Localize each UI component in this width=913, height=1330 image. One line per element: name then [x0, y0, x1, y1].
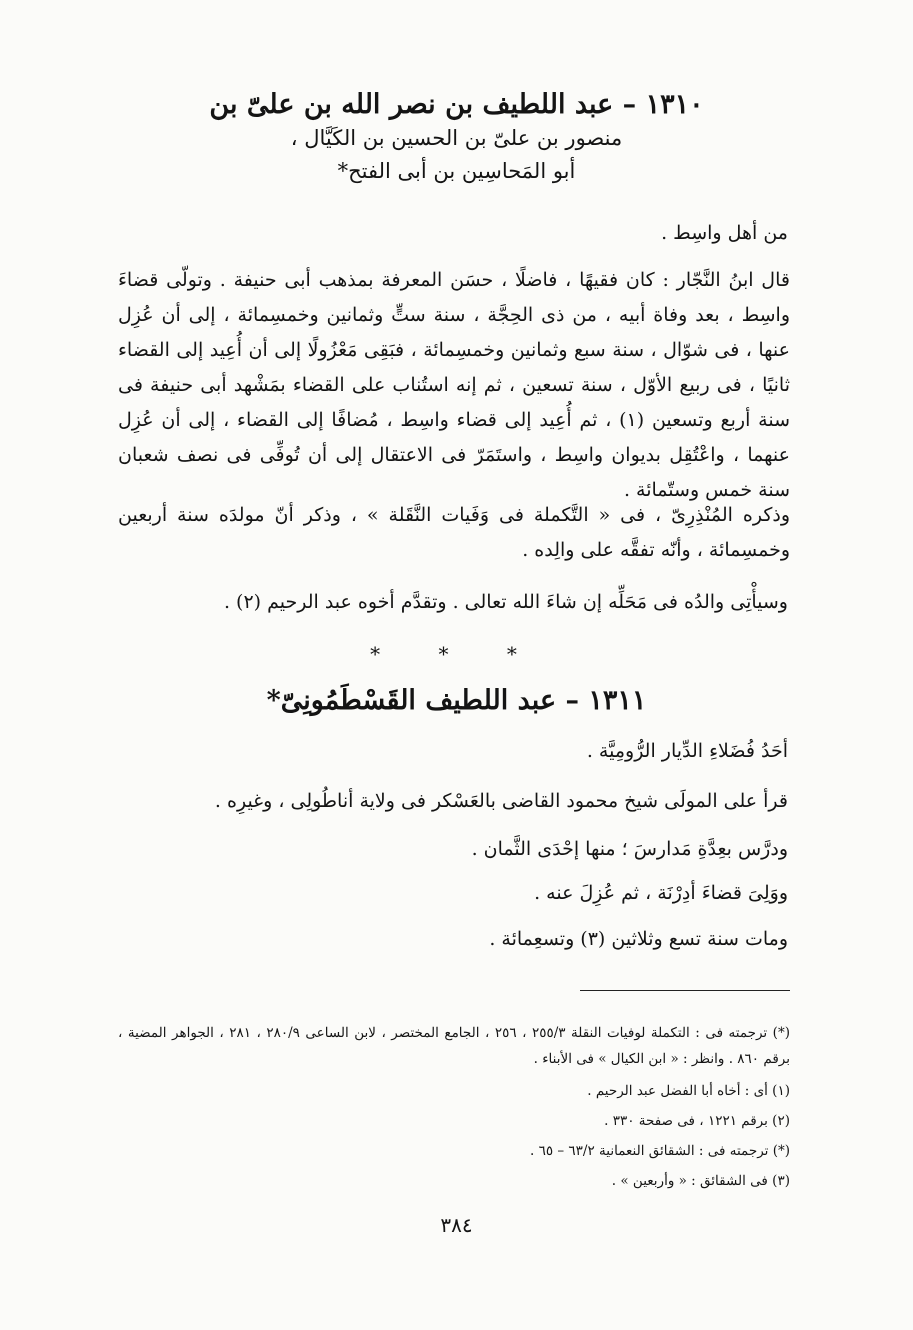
- entry-1310-origin: من أهل واسِط .: [661, 222, 788, 244]
- section-separator: * * *: [370, 642, 543, 666]
- entry-1311-line-4: ووَلِىَ قضاءَ أدِرْنَة ، ثم عُزِلَ عنه .: [534, 882, 788, 904]
- footnote-1: (١) أى : أخاه أبا الفضل عبد الرحيم .: [587, 1083, 790, 1099]
- entry-1310-heading: [120, 88, 793, 188]
- footnote-1310-sources: (*) ترجمته فى : التكملة لوفيات النقلة ٢٥٥/٣ ، ٢٥٦ ، الجامع المختصر ، لابن الساعى ٢٨٠/٩ ، ٢٨١ ، الجواهر المضية ، برقم ٨٦٠ . وانظر : « ابن الكيال » فى الأبناء .: [118, 1025, 790, 1067]
- entry-1311-line-5: ومات سنة تسع وثلاثين (٣) وتسعِمائة .: [489, 928, 788, 950]
- entry-1310-lineage: منصور بن علىّ بن الحسين بن الكَيَّال ،: [290, 126, 623, 150]
- entry-1311-line-1: أحَدُ فُضَلاءِ الدِّيار الرُّومِيَّة .: [586, 740, 788, 762]
- entry-1310-crossref: وسيأْتِى والدُه فى مَحَلِّه إن شاءَ الله تعالى . وتقدَّم أخوه عبد الرحيم (٢) .: [223, 591, 788, 613]
- entry-1310-mundhiri-note: وذكره المُنْذِرِىّ ، فى « التَّكملة فى وَفَيات النَّقَلة » ، وذكر أنّ مولدَه سنة أربعين وخمسِمائة ، وأنّه تفقَّه على والِده .: [118, 504, 790, 561]
- entry-1311-line-3: ودرَّس بعِدَّةِ مَدارسَ ؛ منها إحْدَى الثَّمان .: [471, 838, 788, 860]
- entry-1310-kunya: أبو المَحاسِين بن أبى الفتح*: [337, 159, 576, 183]
- entry-1311-heading: [120, 684, 793, 718]
- footnote-2: (٢) برقم ١٢٢١ ، فى صفحة ٣٣٠ .: [604, 1113, 790, 1129]
- entry-1311-line-2: قرأ على المولَى شيخ محمود القاضى بالعَسْكر فى ولاية أناطُولِى ، وغيرِه .: [214, 790, 788, 812]
- footnote-rule: [580, 990, 790, 991]
- page-number: ٣٨٤: [440, 1213, 473, 1237]
- entry-1310-title: ١٣١٠ – عبد اللطيف بن نصر الله بن علىّ بن: [209, 89, 704, 120]
- footnote-3: (٣) فى الشقائق : « وأربعين » .: [611, 1173, 790, 1189]
- entry-1310-biography: قال ابنُ النَّجّار : كان فقيهًا ، فاضلًا ، حسَن المعرفة بمذهب أبى حنيفة . وتولّى قضاءَ واسِط ، بعد وفاة أبيه ، من ذى الحِجَّة ، سنة ستٍّ وثمانين وخمسِمائة ، إلى أن عُزِل عنها ، فى شوّال ، سنة سبع وثمانين وخمسِمائة ، فبَقِى مَعْزُولًا إلى أن أُعِيد إلى القضاء ثانيًا ، فى ربيع الأوّل ، سنة تسعين ، ثم إنه استُناب على القضاء بمَشْهد أبى حنيفة فى سنة أربع وتسعين (١) ، ثم أُعِيد إلى قضاء واسِط ، مُضافًا إلى القضاء ، إلى أن عُزِل عنهما ، واعْتُقِل بديوان واسِط ، واستَمَرّ فى الاعتقال إلى أن تُوفِّى فى نصف شعبان سنة خمس وستّمائة .: [118, 269, 790, 501]
- entry-1311-title: ١٣١١ – عبد اللطيف القَسْطَمُونِىّ*: [266, 685, 647, 716]
- footnote-1311-sources: (*) ترجمته فى : الشقائق النعمانية ٦٣/٢ – ٦٥ .: [529, 1143, 790, 1159]
